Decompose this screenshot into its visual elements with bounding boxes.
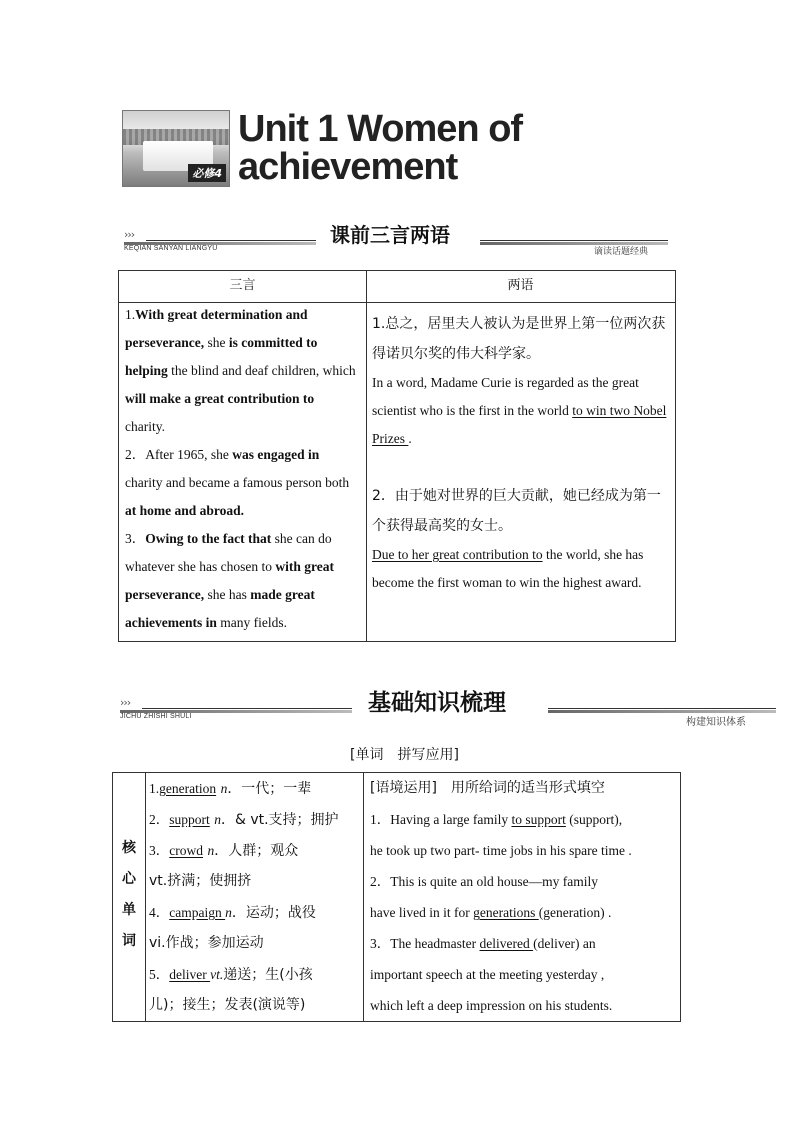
- section2-chevrons: ›››: [120, 696, 131, 709]
- word-answer: crowd: [169, 843, 203, 858]
- section1-pinyin: KEQIAN SANYAN LIANGYU: [124, 245, 218, 252]
- section2-rule-right: [548, 708, 776, 709]
- word-item-crowd: 3．crowd n．人群；观众: [149, 843, 299, 859]
- side-char-3: 单: [122, 902, 136, 918]
- unit-title-line1: Unit 1 Women of: [238, 108, 523, 150]
- word-item-campaign-extra: vi.作战；参加运动: [149, 935, 264, 951]
- exercise-1-line2: he took up two part- time jobs in his spare time .: [370, 843, 632, 858]
- exercise-3-line3: which left a deep impression on his students.: [370, 998, 613, 1013]
- s1-text-b: she: [204, 335, 229, 350]
- core-words-label: [113, 833, 145, 957]
- section2-title: 基础知识梳理: [368, 690, 506, 716]
- sentence2-english: [372, 541, 670, 597]
- side-char-1: 核: [122, 840, 136, 856]
- sentence2-english-text: the world, she has become the first woman to win the highest award.: [372, 547, 644, 590]
- s1-bold-c: is committed to helping: [125, 335, 318, 378]
- unit-title: [238, 110, 522, 186]
- s1-bold-a: With great determination and perseverance,: [125, 307, 308, 350]
- exercise-3-line1: 3．The headmaster delivered (deliver) an: [370, 936, 596, 951]
- s3-bold-b: Owing to the fact that: [145, 531, 272, 546]
- section2-rule-left: [142, 708, 352, 709]
- section1-rule-left: [146, 240, 316, 241]
- exercise-2-answer: generations: [473, 905, 539, 920]
- s3-text-g: many fields.: [216, 615, 287, 630]
- word-item-deliver: 5．deliver vt.递送；生(小孩: [149, 967, 313, 983]
- s3-bold-d: with great perseverance,: [125, 559, 334, 602]
- vocabulary-table: [112, 772, 681, 1022]
- exercise-3-answer: delivered: [479, 936, 534, 951]
- section1-rule-right: [480, 240, 668, 241]
- exercise-3-line2: important speech at the meeting yesterday ,: [370, 967, 605, 982]
- exercise-2-line2: have lived in it for generations (generation) .: [370, 905, 612, 920]
- side-char-2: 心: [122, 871, 136, 887]
- unit-title-line2: achievement: [238, 146, 458, 188]
- section1-chevrons: ›››: [124, 228, 135, 241]
- s3-text-c: she can do whatever she has chosen to: [125, 531, 332, 574]
- book-tag: 必修4: [188, 164, 226, 182]
- table1-header-left: 三言: [119, 271, 366, 303]
- sentence1-chinese: 1.总之，居里夫人被认为是世界上第一位两次获得诺贝尔奖的伟大科学家。: [372, 316, 666, 362]
- sentence1-english-text: In a word, Madame Curie is regarded as the great scientist who is the first in the world: [372, 375, 639, 418]
- exercise-2-line1: 2．This is quite an old house—my family: [370, 874, 598, 889]
- s1-text-d: the blind and deaf children, which: [167, 363, 356, 378]
- word-answer: deliver: [169, 967, 211, 982]
- sentence2-answer: Due to her great contribution to: [372, 547, 543, 562]
- s1-num: 1.: [125, 307, 136, 322]
- word-section-label: [单词 拼写应用]: [350, 747, 459, 763]
- table2-divider-1: [145, 773, 146, 1021]
- s2-text-c: charity and became a famous person both: [125, 475, 350, 490]
- word-item-deliver-extra: 儿)；接生；发表(演说等): [149, 997, 306, 1013]
- table1-divider: [366, 271, 367, 641]
- word-item-campaign: 4．campaign n．运动；战役: [149, 905, 316, 921]
- s2-bold-d: at home and abroad.: [125, 503, 245, 518]
- s3-text-e: she has: [204, 587, 251, 602]
- section2-pinyin: JICHU ZHISHI SHULI: [120, 713, 192, 720]
- context-exercises: [370, 773, 632, 1021]
- word-item-generation: 1.generation n．一代；一辈: [149, 781, 312, 797]
- s2-text-a: 2．After 1965, she: [125, 447, 233, 462]
- table1-right-cell: [372, 309, 670, 597]
- table2-divider-2: [363, 773, 364, 1021]
- word-item-crowd-extra: vt.挤满；使拥挤: [149, 873, 252, 889]
- table1-header-right: 两语: [366, 271, 675, 303]
- s1-bold-e: will make a great contribution to: [125, 391, 315, 406]
- word-list: [149, 773, 339, 1021]
- word-item-support: 2．support n．& vt.支持；拥护: [149, 812, 339, 828]
- s2-bold-b: was engaged in: [232, 447, 320, 462]
- table1-left-cell: [125, 301, 357, 637]
- word-answer: generation: [159, 781, 217, 796]
- sentence1-period: .: [408, 431, 412, 446]
- word-answer: support: [169, 812, 210, 827]
- sentence1-english: [372, 369, 670, 453]
- side-char-4: 词: [122, 933, 136, 949]
- s3-num: 3．: [125, 531, 146, 546]
- exercise-title: [语境运用] 用所给词的适当形式填空: [370, 780, 605, 796]
- unit-cover-image: [122, 110, 230, 187]
- s3-bold-f: made great achievements in: [125, 587, 315, 630]
- section2-subtitle: 构建知识体系: [686, 717, 746, 728]
- word-answer: campaign: [169, 905, 226, 920]
- exercise-1-line1: 1．Having a large family to support (support),: [370, 812, 623, 827]
- phrases-table: [118, 270, 676, 642]
- s1-text-f: charity.: [125, 419, 165, 434]
- section1-subtitle: 谪读话题经典: [594, 247, 649, 257]
- section1-title: 课前三言两语: [330, 223, 450, 247]
- exercise-1-answer: to support: [511, 812, 566, 827]
- sentence1-answer: to win two Nobel Prizes: [372, 403, 667, 446]
- sentence2-chinese: 2．由于她对世界的巨大贡献，她已经成为第一个获得最高奖的女士。: [372, 488, 661, 534]
